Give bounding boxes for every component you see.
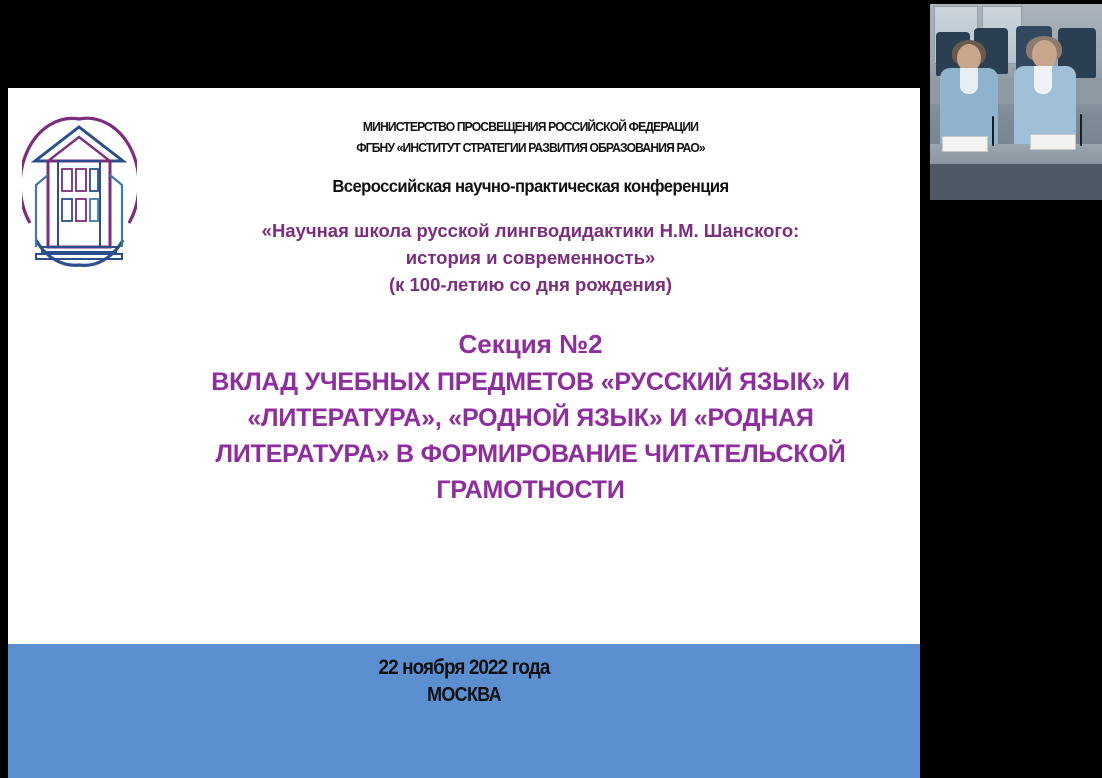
- section-title-line-1: ВКЛАД УЧЕБНЫХ ПРЕДМЕТОВ «РУССКИЙ ЯЗЫК» И: [211, 368, 850, 396]
- slide-footer-text: [8, 644, 920, 707]
- conference-title: [158, 217, 903, 298]
- event-date: 22 ноября 2022 года: [378, 656, 550, 679]
- section-title-line-2: «ЛИТЕРАТУРА», «РОДНОЙ ЯЗЫК» И «РОДНАЯ: [247, 404, 814, 432]
- institute-building-logo: [22, 105, 137, 280]
- name-card: [1030, 134, 1076, 150]
- participant-video-blank[interactable]: [930, 203, 1102, 400]
- event-city: МОСКВА: [427, 684, 501, 706]
- slide-footer-band: [8, 644, 920, 778]
- shared-slide[interactable]: [8, 88, 920, 778]
- section-number: Секция №2: [458, 329, 603, 359]
- top-letterbox-bar: [0, 0, 930, 88]
- microphone-icon: [1080, 114, 1082, 146]
- right-letterbox-bar: [920, 88, 930, 778]
- name-card: [942, 136, 988, 152]
- ministry-line-2: ФГБНУ «ИНСТИТУТ СТРАТЕГИИ РАЗВИТИЯ ОБРАЗОВАНИЯ РАО»: [356, 140, 705, 155]
- collar: [960, 68, 978, 94]
- conference-title-line-3: (к 100-летию со дня рождения): [388, 274, 673, 295]
- head: [1032, 40, 1057, 69]
- microphone-icon: [992, 116, 994, 146]
- conference-table-front: [930, 164, 1102, 200]
- ministry-line-1: МИНИСТЕРСТВО ПРОСВЕЩЕНИЯ РОССИЙСКОЙ ФЕДЕРАЦИИ: [362, 119, 699, 134]
- conference-title-line-1: «Научная школа русской лингводидактики Н.М. Шанского:: [261, 220, 800, 241]
- section-title-line-3: ЛИТЕРАТУРА» В ФОРМИРОВАНИЕ ЧИТАТЕЛЬСКОЙ: [215, 440, 846, 468]
- participant-video-active[interactable]: [930, 4, 1102, 200]
- left-letterbox-bar: [0, 88, 8, 778]
- participant-video-column: [930, 0, 1102, 778]
- slide-text-block: [158, 116, 903, 508]
- section-title-line-4: ГРАМОТНОСТИ: [436, 476, 625, 504]
- section-title: [158, 364, 903, 508]
- conference-type: Всероссийская научно-практическая конференция: [332, 176, 729, 196]
- conference-title-line-2: история и современность»: [405, 247, 656, 268]
- collar: [1034, 66, 1052, 94]
